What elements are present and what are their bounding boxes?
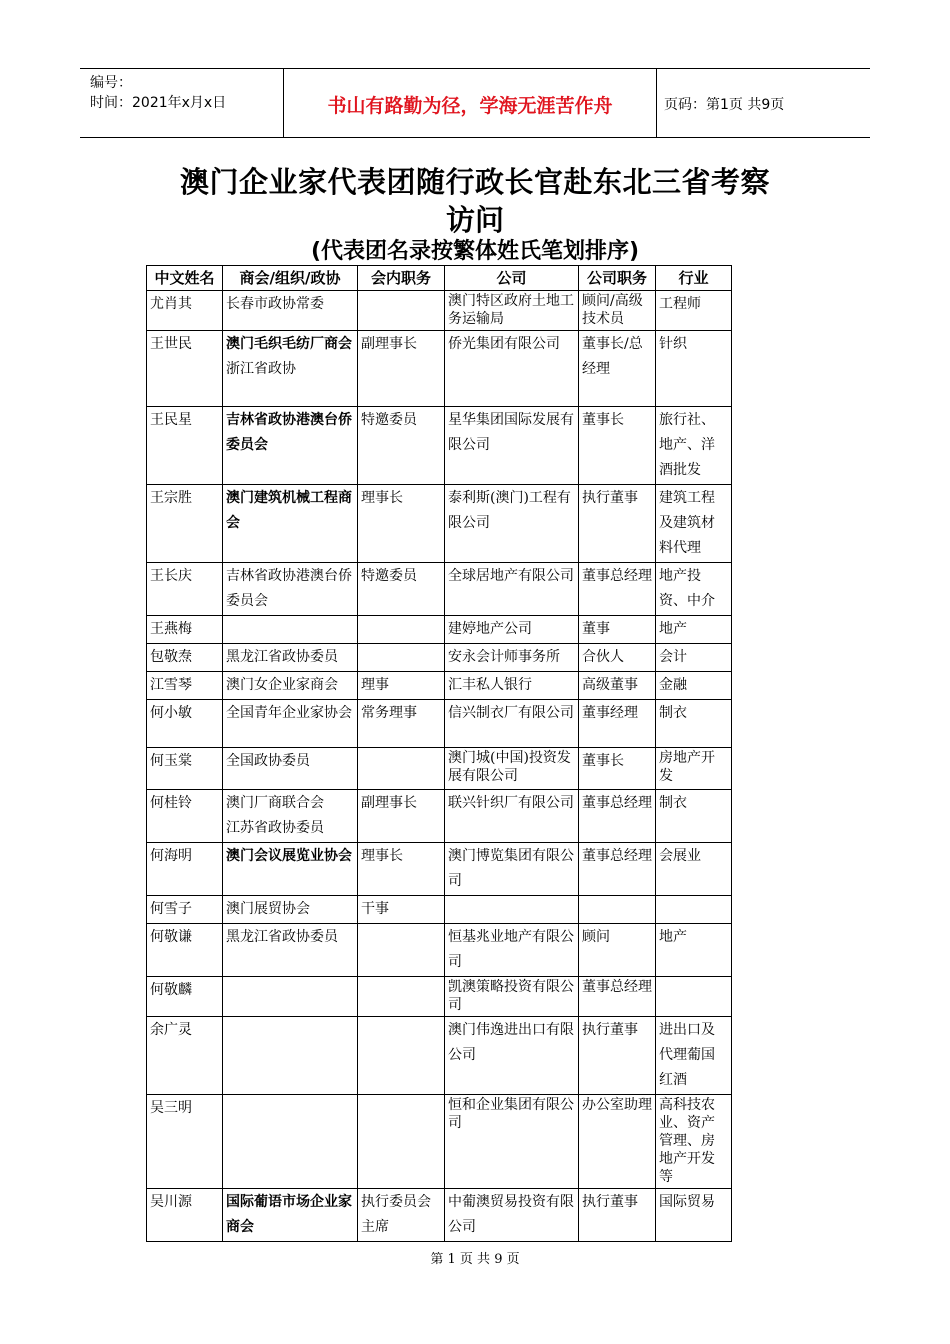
cell-role (358, 616, 445, 644)
cell-industry: 国际贸易 (656, 1189, 732, 1242)
cell-title: 顾问/高级技术员 (579, 291, 656, 331)
cell-industry: 制衣 (656, 700, 732, 748)
cell-org: 黑龙江省政协委员 (223, 924, 358, 977)
table-row (147, 644, 732, 672)
cell-name: 王宗胜 (147, 485, 223, 563)
cell-industry: 针织 (656, 331, 732, 407)
col-header-company: 公司 (445, 266, 579, 291)
cell-company: 中葡澳贸易投资有限公司 (445, 1189, 579, 1242)
cell-name: 余广灵 (147, 1017, 223, 1095)
cell-name: 何海明 (147, 843, 223, 896)
table-row (147, 977, 732, 1017)
table-row (147, 748, 732, 790)
page-title: 澳门企业家代表团随行政长官赴东北三省考察 (179, 165, 770, 199)
cell-industry: 地产 (656, 616, 732, 644)
table-row (147, 331, 732, 407)
cell-org (223, 790, 358, 843)
cell-title: 董事长/总经理 (579, 331, 656, 407)
cell-role (358, 977, 445, 1017)
cell-name: 王长庆 (147, 563, 223, 616)
table-row (147, 924, 732, 977)
col-header-name: 中文姓名 (147, 266, 223, 291)
cell-name: 何敬麟 (147, 977, 223, 1017)
cell-industry: 旅行社、地产、洋酒批发 (656, 407, 732, 485)
header-page-info: 页码：第1页 共9页 (664, 97, 785, 113)
cell-name: 何雪子 (147, 896, 223, 924)
cell-org (223, 977, 358, 1017)
cell-name: 何敬谦 (147, 924, 223, 977)
cell-name: 尤肖其 (147, 291, 223, 331)
cell-org (223, 1017, 358, 1095)
cell-role (358, 644, 445, 672)
table-row (147, 896, 732, 924)
cell-industry (656, 977, 732, 1017)
time-label: 时间：2021年x月x日 (90, 95, 227, 111)
table-row (147, 616, 732, 644)
cell-title: 执行董事 (579, 485, 656, 563)
cell-role: 理事长 (358, 485, 445, 563)
col-header-role: 会内职务 (358, 266, 445, 291)
cell-org: 国际葡语市场企业家商会 (223, 1189, 358, 1242)
cell-industry: 地产 (656, 924, 732, 977)
cell-industry: 房地产开发 (656, 748, 732, 790)
cell-role: 副理事长 (358, 331, 445, 407)
cell-company: 侨光集团有限公司 (445, 331, 579, 407)
cell-company: 澳门特区政府土地工务运输局 (445, 291, 579, 331)
col-header-org: 商会/组织/政协 (223, 266, 358, 291)
cell-role (358, 1095, 445, 1189)
page-subtitle: (代表团名录按繁体姓氏笔划排序) (310, 239, 640, 264)
cell-org: 长春市政协常委 (223, 291, 358, 331)
page-footer: 第 1 页 共 9 页 (430, 1252, 520, 1267)
cell-company: 星华集团国际发展有限公司 (445, 407, 579, 485)
cell-org (223, 331, 358, 407)
cell-org: 黑龙江省政协委员 (223, 644, 358, 672)
cell-org-primary: 澳门厂商联合会 (226, 795, 324, 811)
cell-org-secondary: 江苏省政协委员 (226, 820, 324, 836)
cell-role: 理事 (358, 672, 445, 700)
cell-company: 澳门城(中国)投资发展有限公司 (445, 748, 579, 790)
cell-org (223, 1095, 358, 1189)
cell-title: 董事长 (579, 407, 656, 485)
cell-title: 董事总经理 (579, 563, 656, 616)
delegation-table (146, 265, 732, 1242)
cell-name: 何玉棠 (147, 748, 223, 790)
cell-company: 凯澳策略投资有限公司 (445, 977, 579, 1017)
cell-org: 澳门展贸协会 (223, 896, 358, 924)
cell-industry: 工程师 (656, 291, 732, 331)
cell-org: 吉林省政协港澳台侨委员会 (223, 407, 358, 485)
cell-role (358, 924, 445, 977)
cell-industry: 制衣 (656, 790, 732, 843)
cell-name: 吴川源 (147, 1189, 223, 1242)
cell-company: 全球居地产有限公司 (445, 563, 579, 616)
cell-company: 澳门伟逸进出口有限公司 (445, 1017, 579, 1095)
cell-title: 董事总经理 (579, 977, 656, 1017)
page-header (80, 68, 870, 138)
cell-title: 董事总经理 (579, 843, 656, 896)
cell-industry: 会展业 (656, 843, 732, 896)
cell-title: 执行董事 (579, 1189, 656, 1242)
cell-role: 常务理事 (358, 700, 445, 748)
cell-name: 江雪琴 (147, 672, 223, 700)
cell-role: 理事长 (358, 843, 445, 896)
header-motto: 书山有路勤为径，学海无涯苦作舟 (327, 95, 613, 117)
cell-company: 建婷地产公司 (445, 616, 579, 644)
col-header-title: 公司职务 (579, 266, 656, 291)
cell-role: 特邀委员 (358, 407, 445, 485)
cell-name: 王世民 (147, 331, 223, 407)
table-header-row (147, 266, 732, 291)
header-meta (90, 73, 226, 113)
cell-title: 董事 (579, 616, 656, 644)
table-row (147, 407, 732, 485)
cell-org: 吉林省政协港澳台侨委员会 (223, 563, 358, 616)
number-label: 编号： (90, 75, 132, 91)
cell-role: 副理事长 (358, 790, 445, 843)
cell-name: 何小敏 (147, 700, 223, 748)
cell-company: 泰利斯(澳门)工程有限公司 (445, 485, 579, 563)
cell-company: 恒和企业集团有限公司 (445, 1095, 579, 1189)
cell-title: 董事经理 (579, 700, 656, 748)
table-row (147, 700, 732, 748)
cell-org-primary: 澳门毛织毛纺厂商会 (226, 336, 352, 352)
cell-industry (656, 896, 732, 924)
cell-company: 汇丰私人银行 (445, 672, 579, 700)
cell-industry: 进出口及代理葡国红酒 (656, 1017, 732, 1095)
table-row (147, 563, 732, 616)
cell-role (358, 748, 445, 790)
cell-org-secondary: 浙江省政协 (226, 361, 296, 377)
cell-org: 澳门会议展览业协会 (223, 843, 358, 896)
table-row (147, 1095, 732, 1189)
table-row (147, 790, 732, 843)
cell-title: 合伙人 (579, 644, 656, 672)
cell-company: 联兴针织厂有限公司 (445, 790, 579, 843)
cell-company (445, 896, 579, 924)
cell-name: 何桂铃 (147, 790, 223, 843)
cell-industry: 地产投资、中介 (656, 563, 732, 616)
cell-org (223, 616, 358, 644)
cell-title: 董事总经理 (579, 790, 656, 843)
cell-company: 澳门博览集团有限公司 (445, 843, 579, 896)
cell-title (579, 896, 656, 924)
cell-org: 全国政协委员 (223, 748, 358, 790)
cell-name: 吴三明 (147, 1095, 223, 1189)
cell-title: 顾问 (579, 924, 656, 977)
cell-industry: 会计 (656, 644, 732, 672)
cell-org: 澳门建筑机械工程商会 (223, 485, 358, 563)
cell-industry: 高科技农业、资产管理、房地产开发等 (656, 1095, 732, 1189)
cell-role (358, 1017, 445, 1095)
cell-org: 澳门女企业家商会 (223, 672, 358, 700)
table-row (147, 1017, 732, 1095)
cell-role (358, 291, 445, 331)
table-row (147, 672, 732, 700)
cell-name: 王民星 (147, 407, 223, 485)
table-row (147, 291, 732, 331)
cell-company: 信兴制衣厂有限公司 (445, 700, 579, 748)
cell-name: 王燕梅 (147, 616, 223, 644)
cell-title: 办公室助理 (579, 1095, 656, 1189)
table-row (147, 485, 732, 563)
cell-role: 特邀委员 (358, 563, 445, 616)
cell-title: 董事长 (579, 748, 656, 790)
cell-company: 安永会计师事务所 (445, 644, 579, 672)
cell-org: 全国青年企业家协会 (223, 700, 358, 748)
page-title-cont: 访问 (445, 203, 504, 237)
cell-company: 恒基兆业地产有限公司 (445, 924, 579, 977)
cell-title: 高级董事 (579, 672, 656, 700)
cell-title: 执行董事 (579, 1017, 656, 1095)
cell-industry: 金融 (656, 672, 732, 700)
table-row (147, 843, 732, 896)
cell-name: 包敬焘 (147, 644, 223, 672)
cell-role: 执行委员会主席 (358, 1189, 445, 1242)
cell-role: 干事 (358, 896, 445, 924)
cell-industry: 建筑工程及建筑材料代理 (656, 485, 732, 563)
table-row (147, 1189, 732, 1242)
col-header-industry: 行业 (656, 266, 732, 291)
header-divider (656, 69, 657, 137)
